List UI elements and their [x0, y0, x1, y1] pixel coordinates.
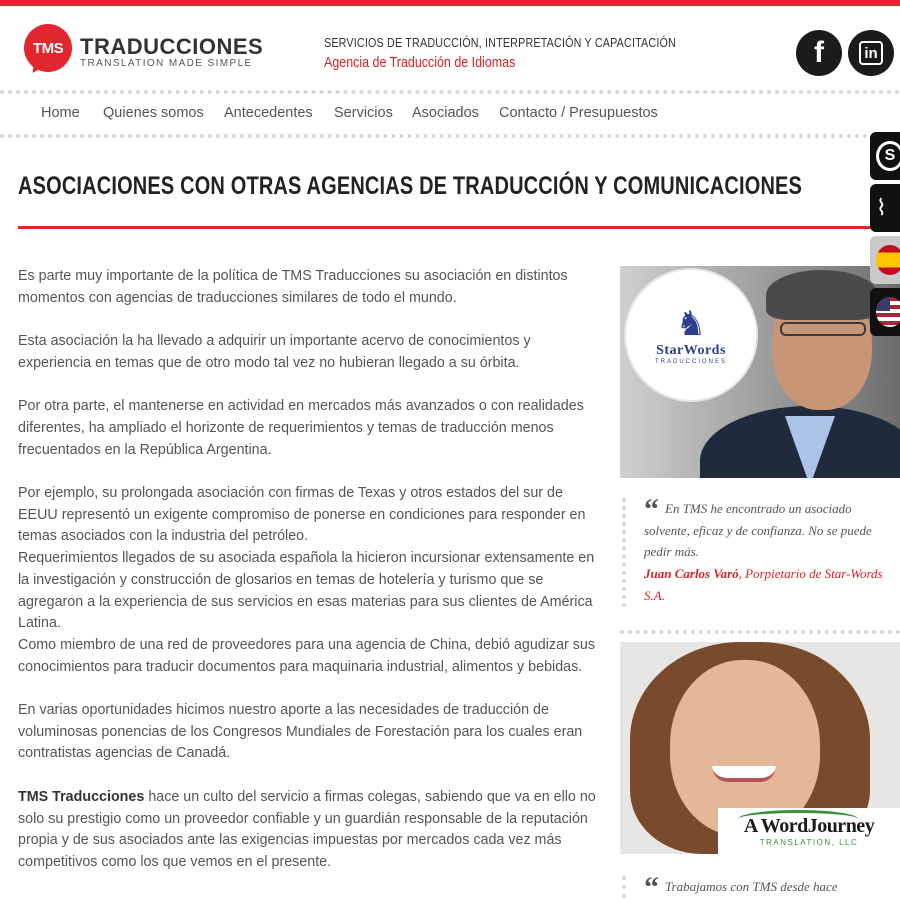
wordjourney-name: A WordJourney — [743, 815, 875, 837]
starwords-logo — [626, 270, 756, 400]
site-header — [0, 6, 900, 90]
skype-icon: S — [876, 141, 900, 171]
header-services — [324, 36, 733, 71]
testimonial-author: Juan Carlos Varó — [644, 566, 739, 582]
language-english-button[interactable] — [870, 288, 900, 336]
usa-flag-icon — [876, 297, 900, 327]
quote-mark-icon: “ — [644, 493, 659, 526]
agency-line: Agencia de Traducción de Idiomas — [324, 55, 516, 71]
photo-person-hair — [766, 270, 878, 320]
paragraph-7: En varias oportunidades hicimos nuestro aporte a las necesidades de traducción de voluminosas ponencias de los Congresos Mundiales de Forestación para los cuales eran contratistas agencias de Canadá. — [18, 702, 583, 762]
paragraph-6: Como miembro de una red de proveedores para una agencia de China, debió agudizar sus conocimientos para traducir documentos para maquinaria industrial, alimentos y bebidas. — [18, 636, 596, 675]
partner-photo-wordjourney — [620, 642, 900, 854]
paragraph-8-text: hace un culto del servicio a firmas colegas, sabiendo que va en ello no solo su prestigio como un proveedor confiable y un guardián responsable de la reputación propia y de sus asociados ante las exigencias impuestas por mercados cada vez más competitivos como los que vemos en el presente. — [18, 788, 596, 870]
nav-item-home[interactable]: Home — [41, 105, 80, 121]
linkedin-glyph: in — [859, 41, 883, 65]
nav-item-antecedentes[interactable]: Antecedentes — [224, 105, 313, 121]
nav-item-asociados[interactable]: Asociados — [412, 105, 479, 121]
skype-button[interactable] — [870, 132, 900, 180]
paperclip-icon: ⌇ — [876, 195, 887, 220]
title-divider — [18, 226, 900, 229]
testimonial-starwords — [622, 493, 892, 607]
paragraph-2: Esta asociación la ha llevado a adquirir un importante acervo de conocimientos y experiencia en temas que de otro modo tal vez no hubieran llegado a su órbita. — [18, 333, 531, 371]
starwords-sub: TRADUCCIONES — [654, 359, 727, 365]
services-line: SERVICIOS DE TRADUCCIÓN, INTERPRETACIÓN Y CAPACITACIÓN — [324, 36, 676, 50]
paragraph-4: Por ejemplo, su prolongada asociación con firmas de Texas y otros estados del sur de EEUU representó un exigente compromiso de ponerse en condiciones para responder en temas asociados con la industria del petróleo. — [18, 484, 586, 545]
testimonial-text: En TMS he encontrado un asociado solvente, eficaz y de confianza. No se puede pedir más. — [644, 501, 872, 560]
photo-person-smile — [712, 766, 776, 782]
logo-badge: TMS — [24, 24, 72, 72]
starwords-name: StarWords — [656, 343, 726, 358]
attachment-button[interactable] — [870, 184, 900, 232]
language-spanish-button[interactable] — [870, 236, 900, 284]
partner-photo-starwords — [620, 266, 900, 478]
nav-item-servicios[interactable]: Servicios — [334, 105, 393, 121]
linkedin-icon[interactable] — [848, 30, 894, 76]
logo-tagline: TRANSLATION MADE SIMPLE — [80, 58, 253, 69]
quote-mark-icon: “ — [644, 871, 659, 900]
main-content — [18, 266, 604, 895]
paragraph-8 — [18, 787, 604, 874]
site-logo[interactable] — [24, 24, 264, 80]
nav-item-quienes-somos[interactable]: Quienes somos — [103, 105, 204, 121]
testimonial-wordjourney — [622, 871, 892, 900]
testimonial-role: , Porpietario de Star-Words S.A. — [644, 566, 883, 603]
logo-name: TRADUCCIONES — [80, 34, 264, 59]
photo-person-glasses — [780, 322, 866, 336]
page-title: ASOCIACIONES CON OTRAS AGENCIAS DE TRADUCCIÓN Y COMUNICACIONES — [18, 172, 803, 200]
paragraph-1: Es parte muy importante de la política de TMS Traducciones su asociación en distintos momentos con agencias de traducciones similares de todo el mundo. — [18, 268, 568, 306]
paragraph-3: Por otra parte, el mantenerse en actividad en mercados más avanzados o con realidades diferentes, ha ampliado el horizonte de requerimientos y temas de traducción menos frecuentados en la República Argentina. — [18, 398, 584, 458]
brand-name: TMS Traducciones — [18, 788, 145, 805]
wordjourney-sub: TRANSLATION, LLC — [759, 838, 859, 847]
testimonial-text: Trabajamos con TMS desde hace — [665, 879, 838, 894]
spain-flag-icon — [876, 245, 900, 275]
seahorse-icon: ♞ — [675, 305, 707, 343]
facebook-glyph: f — [814, 36, 824, 69]
facebook-icon[interactable] — [796, 30, 842, 76]
paragraph-5: Requerimientos llegados de su asociada española la hicieron incursionar extensamente en la investigación y construcción de glosarios en temas de hotelería y turismo que se agregaron a la experiencia de sus servicios en esas materias para sus clientes de América Latina. — [18, 550, 595, 632]
sidebar-divider — [620, 630, 900, 634]
wordjourney-arc — [738, 810, 858, 828]
main-nav — [0, 90, 900, 138]
nav-item-contacto[interactable]: Contacto / Presupuestos — [499, 105, 658, 121]
wordjourney-logo — [718, 808, 900, 854]
